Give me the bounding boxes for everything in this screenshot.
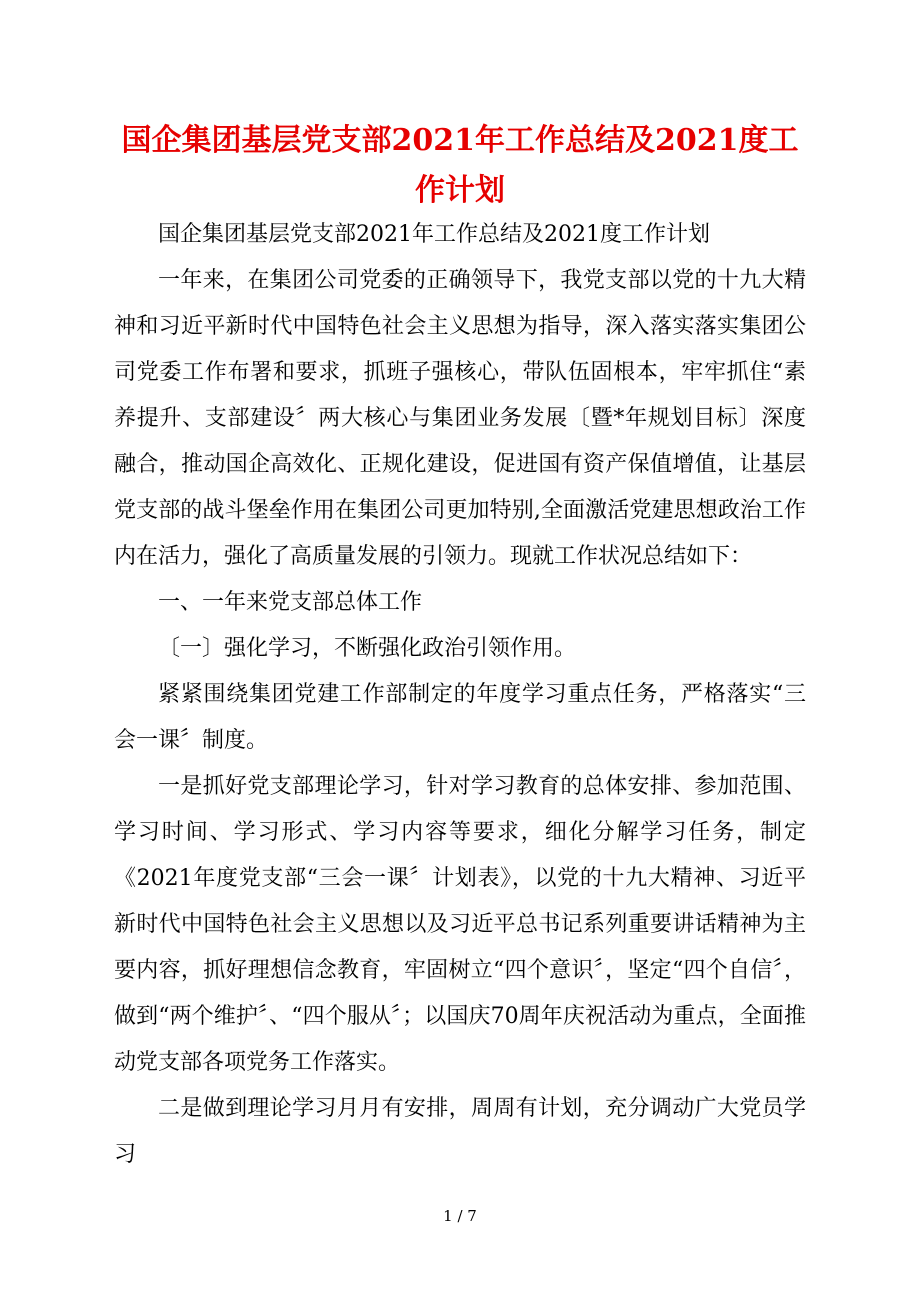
subsection-heading: 〔一〕强化学习，不断强化政治引领作用。	[158, 636, 577, 661]
document-title: 国企集团基层党支部2021年工作总结及2021度工作计划	[121, 123, 799, 208]
paragraph-study-tasks: 紧紧围绕集团党建工作部制定的年度学习重点任务，严格落实“三会一课〞制度。	[114, 682, 806, 753]
section-heading: 一、一年来党支部总体工作	[158, 590, 423, 615]
page-number: 1 / 7	[443, 1207, 477, 1225]
paragraph-subtitle: 国企集团基层党支部2021年工作总结及2021度工作计划	[158, 222, 710, 247]
paragraph-point-one: 一是抓好党支部理论学习，针对学习教育的总体安排、参加范围、学习时间、学习形式、学习内容等要求，细化分解学习任务，制定《2021年度党支部“三会一课〞计划表》，以党的十九大精神、习近平新时代中国特色社会主义思想以及习近平总书记系列重要讲话精神为主要内容，抓好理想信念教育，牢固树立“四个意识〞，坚定“四个自信〞，做到“两个维护〞、“四个服从〞；以国庆70周年庆祝活动为重点，全面推动党支部各项党务工作落实。	[114, 774, 806, 1075]
paragraph-point-two: 二是做到理论学习月月有安排，周周有计划，充分调动广大党员学习	[114, 1096, 806, 1167]
document-body	[114, 212, 806, 1178]
paragraph-intro: 一年来，在集团公司党委的正确领导下，我党支部以党的十九大精神和习近平新时代中国特色社会主义思想为指导，深入落实落实集团公司党委工作布署和要求，抓班子强核心，带队伍固根本，牢牢抓住“素养提升、支部建设〞两大核心与集团业务发展〔暨*年规划目标〕深度融合，推动国企高效化、正规化建设，促进国有资产保值增值，让基层党支部的战斗堡垒作用在集团公司更加特别,全面激活党建思想政治工作内在活力，强化了高质量发展的引领力。现就工作状况总结如下：	[114, 268, 806, 569]
